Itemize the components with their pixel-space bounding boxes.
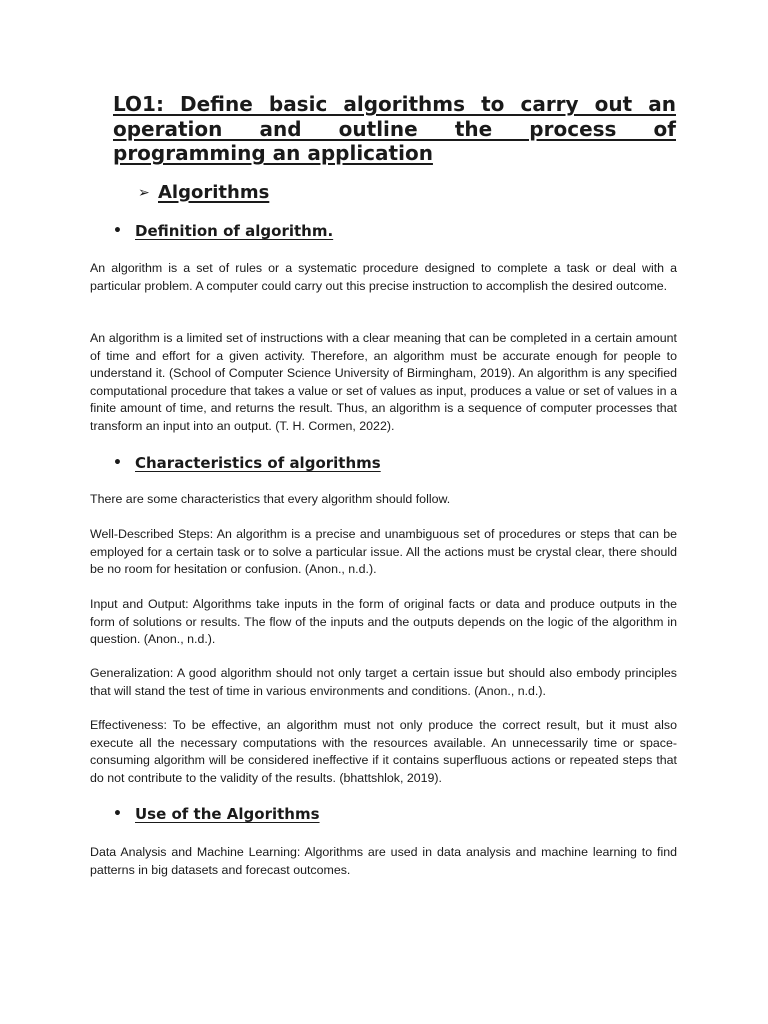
heading-uses-label: Use of the Algorithms — [135, 805, 320, 823]
paragraph-effectiveness: Effectiveness: To be effective, an algorithm must not only produce the correct result, but it must also execute all the necessary computations with the resources available. An unnecessarily time or space-consuming algorithm will be considered ineffective if it contains superfluous actions or repeated steps that do not contribute to the validity of the results. (bhattshlok, 2019). — [90, 718, 677, 785]
bullet-icon: • — [113, 223, 122, 239]
heading-uses — [113, 804, 320, 824]
bullet-icon: • — [113, 806, 122, 822]
paragraph-well-described-steps: Well-Described Steps: An algorithm is a precise and unambiguous set of procedures or steps that can be employed for a certain task or to solve a particular issue. All the actions must be crystal clear, there should be no room for hesitation or confusion. (Anon., n.d.). — [90, 527, 677, 576]
paragraph-characteristics-intro: There are some characteristics that every algorithm should follow. — [90, 492, 451, 506]
paragraph-definition-1: An algorithm is a set of rules or a systematic procedure designed to complete a task or deal with a particular problem. A computer could carry out this precise instruction to accomplish the desired outcome. — [90, 261, 677, 293]
section-heading-algorithms — [138, 181, 269, 205]
section-heading-label: Algorithms — [158, 182, 270, 203]
paragraph-input-output: Input and Output: Algorithms take inputs in the form of original facts or data and produce outputs in the form of solutions or results. The flow of the inputs and the outputs depends on the logic of the algorithm in question. (Anon., n.d.). — [90, 597, 677, 646]
arrow-bullet-icon: ➢ — [138, 185, 150, 201]
heading-characteristics — [113, 453, 381, 473]
paragraph-definition-2: An algorithm is a limited set of instructions with a clear meaning that can be completed in a certain amount of time and effort for a given activity. Therefore, an algorithm must be accurate enough for people to understand it. (School of Computer Science University of Birmingham, 2019). An algorithm is any specified computational procedure that takes a value or set of values as input, produces a value or set of values in a finite amount of time, and returns the result. Thus, an algorithm is a sequence of computer processes that transform an input into an output. (T. H. Cormen, 2022). — [90, 331, 677, 433]
paragraph-data-analysis: Data Analysis and Machine Learning: Algorithms are used in data analysis and machine learning to find patterns in big datasets and forecast outcomes. — [90, 845, 677, 877]
bullet-icon: • — [113, 455, 122, 471]
heading-characteristics-label: Characteristics of algorithms — [135, 454, 381, 472]
document-title: LO1: Define basic algorithms to carry out an operation and outline the process of programming an application — [113, 92, 676, 165]
heading-definition — [113, 221, 333, 241]
heading-definition-label: Definition of algorithm. — [135, 222, 334, 240]
paragraph-generalization: Generalization: A good algorithm should not only target a certain issue but should also embody principles that will stand the test of time in various environments and conditions. (Anon., n.d.). — [90, 666, 677, 698]
